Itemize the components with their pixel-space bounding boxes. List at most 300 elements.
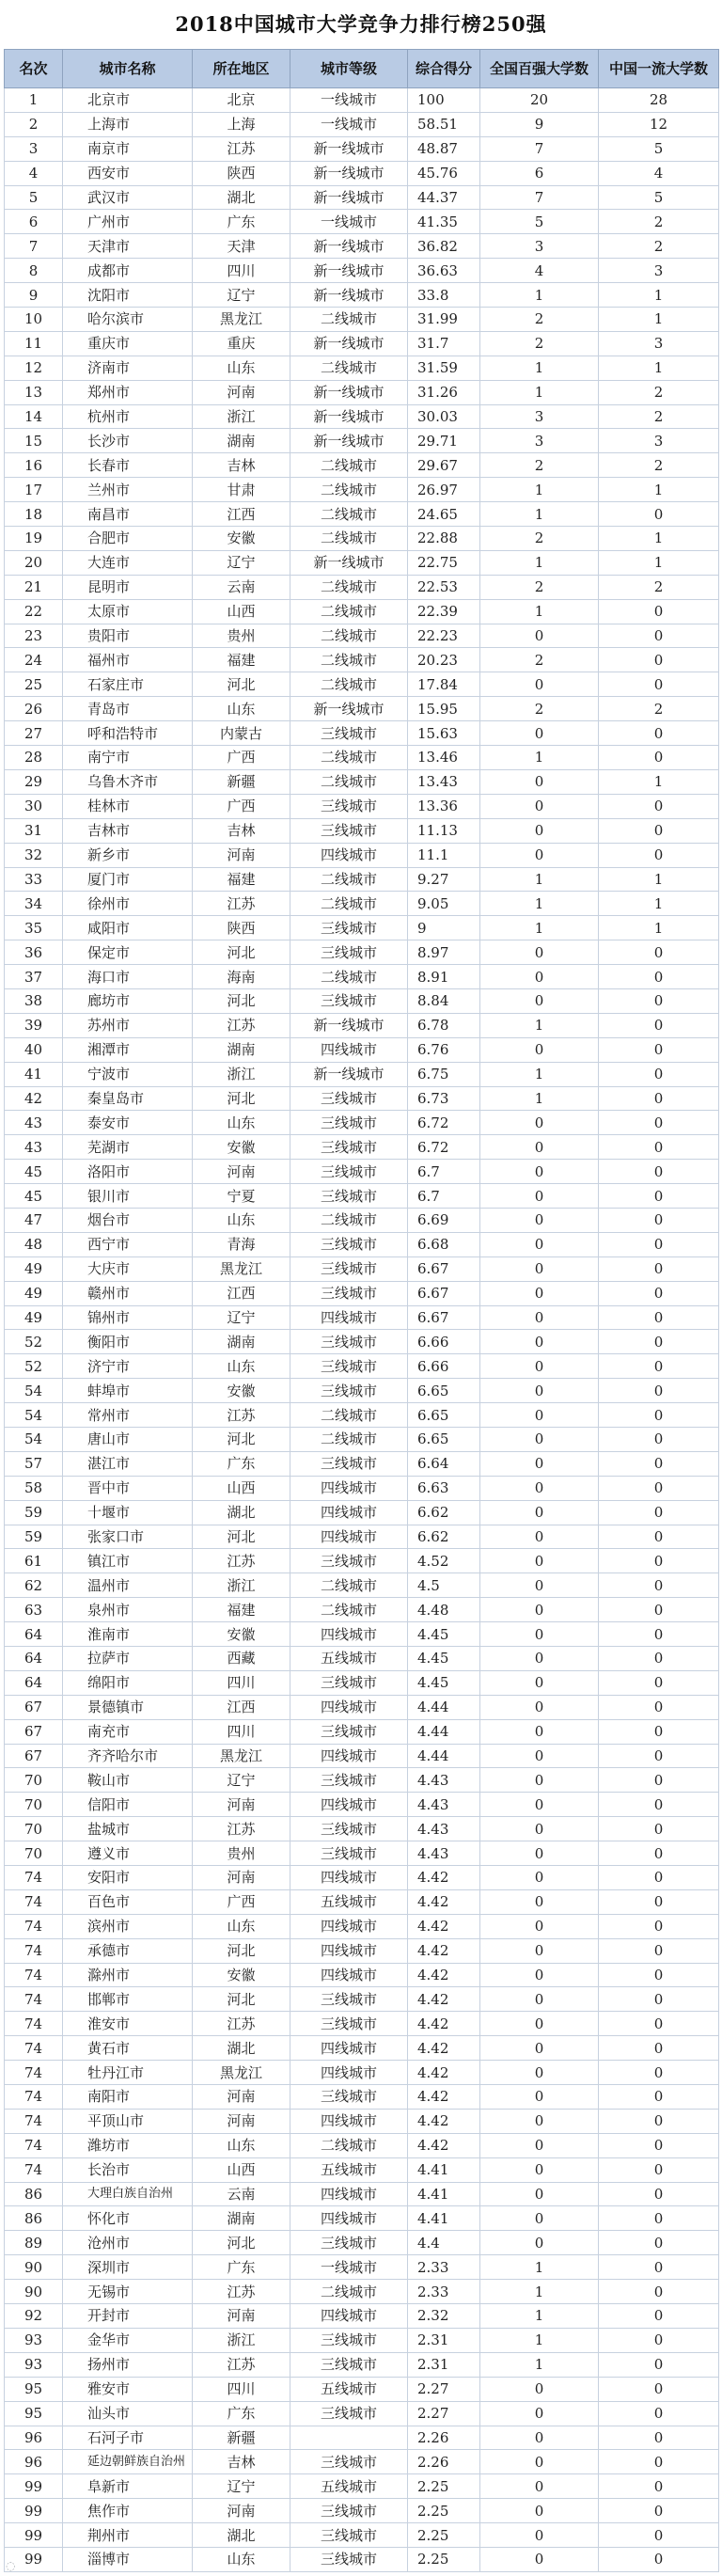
- score-cell: 4.41: [408, 2206, 480, 2231]
- first-class-cell: 0: [599, 2012, 719, 2036]
- top100-cell: 0: [480, 2401, 599, 2426]
- city-cell: 苏州市: [63, 1013, 193, 1037]
- tier-cell: 一线城市: [290, 2255, 408, 2280]
- city-cell: 桂林市: [63, 794, 193, 818]
- city-cell: 银川市: [63, 1184, 193, 1209]
- top100-cell: 2: [480, 331, 599, 356]
- city-cell: 延边朝鲜族自治州: [63, 2450, 193, 2474]
- first-class-cell: 2: [599, 575, 719, 599]
- rank-cell: 4: [5, 161, 63, 185]
- tier-cell: 四线城市: [290, 1963, 408, 1987]
- rank-cell: 70: [5, 1817, 63, 1841]
- region-cell: 湖南: [193, 429, 290, 453]
- first-class-cell: 0: [599, 1670, 719, 1695]
- table-row: [5, 308, 719, 332]
- top100-cell: 0: [480, 624, 599, 648]
- rank-cell: 49: [5, 1281, 63, 1305]
- score-cell: 45.76: [408, 161, 480, 185]
- tier-cell: 新一线城市: [290, 429, 408, 453]
- score-cell: 11.13: [408, 818, 480, 843]
- rank-cell: 14: [5, 404, 63, 429]
- rank-cell: 25: [5, 672, 63, 697]
- city-cell: 杭州市: [63, 404, 193, 429]
- city-cell: 秦皇岛市: [63, 1086, 193, 1111]
- table-row: [5, 1184, 719, 1209]
- rank-cell: 64: [5, 1647, 63, 1671]
- tier-cell: 新一线城市: [290, 234, 408, 259]
- top100-cell: 9: [480, 112, 599, 136]
- first-class-cell: 0: [599, 1086, 719, 1111]
- rank-cell: 20: [5, 550, 63, 575]
- region-cell: 重庆: [193, 331, 290, 356]
- top100-cell: 2: [480, 575, 599, 599]
- region-cell: 江苏: [193, 892, 290, 916]
- first-class-cell: 2: [599, 404, 719, 429]
- region-cell: 安徽: [193, 527, 290, 551]
- score-cell: 6.65: [408, 1379, 480, 1403]
- first-class-cell: 0: [599, 672, 719, 697]
- tier-cell: 三线城市: [290, 1768, 408, 1793]
- first-class-cell: 0: [599, 818, 719, 843]
- city-cell: 重庆市: [63, 331, 193, 356]
- top100-cell: 0: [480, 769, 599, 794]
- rank-cell: 2: [5, 112, 63, 136]
- table-row: [5, 1232, 719, 1256]
- rank-cell: 13: [5, 380, 63, 404]
- rank-cell: 17: [5, 478, 63, 502]
- first-class-cell: 0: [599, 1695, 719, 1719]
- first-class-cell: 4: [599, 161, 719, 185]
- region-cell: 黑龙江: [193, 1744, 290, 1768]
- tier-cell: 二线城市: [290, 892, 408, 916]
- tier-cell: 二线城市: [290, 1208, 408, 1232]
- top100-cell: 1: [480, 2352, 599, 2377]
- first-class-cell: 0: [599, 1013, 719, 1037]
- tier-cell: 三线城市: [290, 2523, 408, 2548]
- city-cell: 焦作市: [63, 2499, 193, 2523]
- city-cell: 金华市: [63, 2328, 193, 2352]
- city-cell: 兰州市: [63, 478, 193, 502]
- score-cell: 9.05: [408, 892, 480, 916]
- top100-cell: 7: [480, 185, 599, 210]
- first-class-cell: 0: [599, 1622, 719, 1647]
- region-cell: 湖北: [193, 2523, 290, 2548]
- tier-cell: 三线城市: [290, 1987, 408, 2012]
- score-cell: 22.23: [408, 624, 480, 648]
- top100-cell: 0: [480, 672, 599, 697]
- rank-cell: 41: [5, 1062, 63, 1086]
- tier-cell: 二线城市: [290, 1403, 408, 1428]
- city-cell: 蚌埠市: [63, 1379, 193, 1403]
- city-cell: 雅安市: [63, 2377, 193, 2401]
- first-class-cell: 1: [599, 356, 719, 380]
- rank-cell: 52: [5, 1354, 63, 1379]
- score-cell: 6.63: [408, 1476, 480, 1500]
- first-class-cell: 0: [599, 2377, 719, 2401]
- rank-cell: 10: [5, 308, 63, 332]
- rank-cell: 92: [5, 2304, 63, 2329]
- tier-cell: 新一线城市: [290, 136, 408, 161]
- top100-cell: 0: [480, 1500, 599, 1525]
- first-class-cell: 0: [599, 1256, 719, 1281]
- region-cell: 安徽: [193, 1622, 290, 1647]
- region-cell: 吉林: [193, 818, 290, 843]
- first-class-cell: 0: [599, 2109, 719, 2133]
- region-cell: 山西: [193, 1476, 290, 1500]
- first-class-cell: 0: [599, 1354, 719, 1379]
- table-row: [5, 867, 719, 892]
- first-class-cell: 0: [599, 1573, 719, 1598]
- score-cell: 58.51: [408, 112, 480, 136]
- rank-cell: 96: [5, 2426, 63, 2450]
- tier-cell: 三线城市: [290, 1451, 408, 1476]
- city-cell: 衡阳市: [63, 1330, 193, 1354]
- tier-cell: 三线城市: [290, 1111, 408, 1135]
- header-first-class-universities: 中国一流大学数: [599, 50, 719, 88]
- tier-cell: 二线城市: [290, 502, 408, 527]
- rank-cell: 11: [5, 331, 63, 356]
- tier-cell: 三线城市: [290, 1281, 408, 1305]
- table-row: [5, 1841, 719, 1866]
- city-cell: 晋中市: [63, 1476, 193, 1500]
- rank-cell: 57: [5, 1451, 63, 1476]
- table-row: [5, 916, 719, 940]
- region-cell: 浙江: [193, 1573, 290, 1598]
- table-row: [5, 1451, 719, 1476]
- table-row: [5, 2182, 719, 2206]
- rank-cell: 64: [5, 1670, 63, 1695]
- top100-cell: 0: [480, 988, 599, 1013]
- table-row: [5, 1354, 719, 1379]
- first-class-cell: 0: [599, 1719, 719, 1744]
- top100-cell: 0: [480, 1647, 599, 1671]
- rank-cell: 64: [5, 1622, 63, 1647]
- top100-cell: 0: [480, 2474, 599, 2499]
- city-cell: 洛阳市: [63, 1160, 193, 1184]
- score-cell: 4.4: [408, 2231, 480, 2255]
- first-class-cell: 0: [599, 1549, 719, 1573]
- rank-cell: 74: [5, 2061, 63, 2085]
- score-cell: 4.42: [408, 2012, 480, 2036]
- tier-cell: 三线城市: [290, 1232, 408, 1256]
- top100-cell: 0: [480, 2182, 599, 2206]
- top100-cell: 2: [480, 308, 599, 332]
- city-cell: 安阳市: [63, 1866, 193, 1890]
- table-row: [5, 210, 719, 234]
- score-cell: 2.25: [408, 2523, 480, 2548]
- top100-cell: 0: [480, 1841, 599, 1866]
- table-row: [5, 794, 719, 818]
- city-cell: 济宁市: [63, 1354, 193, 1379]
- rank-cell: 7: [5, 234, 63, 259]
- city-cell: 齐齐哈尔市: [63, 1744, 193, 1768]
- city-cell: 淮南市: [63, 1622, 193, 1647]
- city-cell: 承德市: [63, 1938, 193, 1963]
- score-cell: 4.42: [408, 2061, 480, 2085]
- first-class-cell: 0: [599, 1525, 719, 1549]
- score-cell: 4.42: [408, 1938, 480, 1963]
- top100-cell: 1: [480, 599, 599, 624]
- top100-cell: 1: [480, 2280, 599, 2304]
- top100-cell: 0: [480, 2085, 599, 2110]
- score-cell: 4.45: [408, 1622, 480, 1647]
- rank-cell: 39: [5, 1013, 63, 1037]
- top100-cell: 0: [480, 1232, 599, 1256]
- first-class-cell: 1: [599, 892, 719, 916]
- table-row: [5, 2133, 719, 2157]
- first-class-cell: 0: [599, 2450, 719, 2474]
- top100-cell: 0: [480, 1598, 599, 1622]
- table-row: [5, 2255, 719, 2280]
- tier-cell: 四线城市: [290, 1695, 408, 1719]
- header-rank: 名次: [5, 50, 63, 88]
- top100-cell: 0: [480, 2012, 599, 2036]
- header-city: 城市名称: [63, 50, 193, 88]
- rank-cell: 99: [5, 2474, 63, 2499]
- table-row: [5, 648, 719, 672]
- first-class-cell: 0: [599, 1817, 719, 1841]
- table-row: [5, 1793, 719, 1817]
- tier-cell: 二线城市: [290, 1573, 408, 1598]
- first-class-cell: 0: [599, 1598, 719, 1622]
- table-row: [5, 1914, 719, 1938]
- first-class-cell: 2: [599, 234, 719, 259]
- region-cell: 山东: [193, 1208, 290, 1232]
- table-row: [5, 1476, 719, 1500]
- table-row: [5, 2450, 719, 2474]
- tier-cell: 三线城市: [290, 2012, 408, 2036]
- header-row: [5, 50, 719, 88]
- first-class-cell: 0: [599, 1793, 719, 1817]
- top100-cell: 0: [480, 1403, 599, 1428]
- tier-cell: 三线城市: [290, 818, 408, 843]
- region-cell: 内蒙古: [193, 721, 290, 746]
- region-cell: 辽宁: [193, 1768, 290, 1793]
- score-cell: 2.25: [408, 2474, 480, 2499]
- city-cell: 南充市: [63, 1719, 193, 1744]
- first-class-cell: 0: [599, 1451, 719, 1476]
- table-row: [5, 818, 719, 843]
- table-row: [5, 1256, 719, 1281]
- table-row: [5, 161, 719, 185]
- tier-cell: 二线城市: [290, 453, 408, 478]
- region-cell: 山东: [193, 1111, 290, 1135]
- table-row: [5, 1281, 719, 1305]
- region-cell: 浙江: [193, 1062, 290, 1086]
- tier-cell: 二线城市: [290, 624, 408, 648]
- top100-cell: 2: [480, 453, 599, 478]
- tier-cell: 四线城市: [290, 1866, 408, 1890]
- top100-cell: 0: [480, 1476, 599, 1500]
- first-class-cell: 0: [599, 721, 719, 746]
- city-cell: 厦门市: [63, 867, 193, 892]
- score-cell: 41.35: [408, 210, 480, 234]
- table-row: [5, 1135, 719, 1160]
- score-cell: 4.42: [408, 1889, 480, 1914]
- table-row: [5, 429, 719, 453]
- city-cell: 滁州市: [63, 1963, 193, 1987]
- score-cell: 8.84: [408, 988, 480, 1013]
- tier-cell: 新一线城市: [290, 331, 408, 356]
- rank-cell: 48: [5, 1232, 63, 1256]
- tier-cell: 四线城市: [290, 843, 408, 867]
- tier-cell: 二线城市: [290, 769, 408, 794]
- rank-cell: 58: [5, 1476, 63, 1500]
- tier-cell: 三线城市: [290, 1160, 408, 1184]
- region-cell: 河南: [193, 380, 290, 404]
- tier-cell: 二线城市: [290, 1427, 408, 1451]
- table-row: [5, 843, 719, 867]
- score-cell: 2.33: [408, 2280, 480, 2304]
- rank-cell: 34: [5, 892, 63, 916]
- tier-cell: 四线城市: [290, 2036, 408, 2061]
- rank-cell: 90: [5, 2255, 63, 2280]
- first-class-cell: 2: [599, 453, 719, 478]
- first-class-cell: 0: [599, 2133, 719, 2157]
- score-cell: 4.44: [408, 1744, 480, 1768]
- region-cell: 河南: [193, 843, 290, 867]
- score-cell: 4.52: [408, 1549, 480, 1573]
- region-cell: 广东: [193, 1451, 290, 1476]
- first-class-cell: 0: [599, 2182, 719, 2206]
- rank-cell: 40: [5, 1037, 63, 1062]
- first-class-cell: 0: [599, 1330, 719, 1354]
- table-row: [5, 2328, 719, 2352]
- tier-cell: 三线城市: [290, 2085, 408, 2110]
- tier-cell: 四线城市: [290, 1622, 408, 1647]
- rank-cell: 99: [5, 2499, 63, 2523]
- table-row: [5, 283, 719, 308]
- table-row: [5, 1403, 719, 1428]
- top100-cell: 1: [480, 2255, 599, 2280]
- first-class-cell: 0: [599, 2231, 719, 2255]
- score-cell: 4.42: [408, 1963, 480, 1987]
- table-row: [5, 2061, 719, 2085]
- first-class-cell: 0: [599, 2499, 719, 2523]
- top100-cell: 1: [480, 2304, 599, 2329]
- top100-cell: 0: [480, 1135, 599, 1160]
- top100-cell: 0: [480, 2547, 599, 2571]
- region-cell: 安徽: [193, 1135, 290, 1160]
- top100-cell: 1: [480, 283, 599, 308]
- top100-cell: 0: [480, 2061, 599, 2085]
- ranking-sheet: [4, 0, 718, 2572]
- score-cell: 6.62: [408, 1500, 480, 1525]
- rank-cell: 8: [5, 259, 63, 283]
- city-cell: 泉州市: [63, 1598, 193, 1622]
- first-class-cell: 0: [599, 2352, 719, 2377]
- city-cell: 湛江市: [63, 1451, 193, 1476]
- table-row: [5, 1817, 719, 1841]
- first-class-cell: 0: [599, 2157, 719, 2182]
- table-row: [5, 112, 719, 136]
- city-cell: 景德镇市: [63, 1695, 193, 1719]
- score-cell: 22.75: [408, 550, 480, 575]
- rank-cell: 21: [5, 575, 63, 599]
- city-cell: 开封市: [63, 2304, 193, 2329]
- score-cell: 15.63: [408, 721, 480, 746]
- tier-cell: 一线城市: [290, 88, 408, 113]
- table-row: [5, 1037, 719, 1062]
- region-cell: 山东: [193, 697, 290, 721]
- tier-cell: 三线城市: [290, 1670, 408, 1695]
- top100-cell: 0: [480, 1987, 599, 2012]
- first-class-cell: 1: [599, 308, 719, 332]
- tier-cell: 新一线城市: [290, 185, 408, 210]
- region-cell: 河北: [193, 1987, 290, 2012]
- region-cell: 江苏: [193, 1403, 290, 1428]
- tier-cell: 四线城市: [290, 2206, 408, 2231]
- score-cell: 4.42: [408, 1914, 480, 1938]
- score-cell: 4.43: [408, 1768, 480, 1793]
- region-cell: 西藏: [193, 1647, 290, 1671]
- rank-cell: 49: [5, 1256, 63, 1281]
- city-cell: 成都市: [63, 259, 193, 283]
- rank-cell: 70: [5, 1793, 63, 1817]
- rank-cell: 95: [5, 2377, 63, 2401]
- top100-cell: 0: [480, 1305, 599, 1330]
- region-cell: 四川: [193, 1719, 290, 1744]
- score-cell: 4.44: [408, 1719, 480, 1744]
- table-row: [5, 1013, 719, 1037]
- table-row: [5, 1987, 719, 2012]
- rank-cell: 63: [5, 1598, 63, 1622]
- rank-cell: 42: [5, 1086, 63, 1111]
- score-cell: 31.7: [408, 331, 480, 356]
- score-cell: 13.36: [408, 794, 480, 818]
- region-cell: 天津: [193, 234, 290, 259]
- top100-cell: 0: [480, 2036, 599, 2061]
- score-cell: 31.59: [408, 356, 480, 380]
- first-class-cell: 0: [599, 794, 719, 818]
- score-cell: 29.71: [408, 429, 480, 453]
- city-cell: 大理白族自治州: [63, 2182, 193, 2206]
- region-cell: 广东: [193, 2255, 290, 2280]
- city-cell: 太原市: [63, 599, 193, 624]
- region-cell: 黑龙江: [193, 308, 290, 332]
- city-cell: 新乡市: [63, 843, 193, 867]
- rank-cell: 9: [5, 283, 63, 308]
- tier-cell: 新一线城市: [290, 404, 408, 429]
- rank-cell: 33: [5, 867, 63, 892]
- rank-cell: 74: [5, 1987, 63, 2012]
- score-cell: 44.37: [408, 185, 480, 210]
- top100-cell: 0: [480, 1208, 599, 1232]
- city-cell: 唐山市: [63, 1427, 193, 1451]
- first-class-cell: 0: [599, 2061, 719, 2085]
- first-class-cell: 0: [599, 1938, 719, 1963]
- table-row: [5, 234, 719, 259]
- first-class-cell: 0: [599, 1403, 719, 1428]
- rank-cell: 38: [5, 988, 63, 1013]
- table-row: [5, 2547, 719, 2571]
- top100-cell: 1: [480, 550, 599, 575]
- region-cell: 辽宁: [193, 283, 290, 308]
- table-row: [5, 1111, 719, 1135]
- rank-cell: 19: [5, 527, 63, 551]
- first-class-cell: 0: [599, 2085, 719, 2110]
- score-cell: 6.66: [408, 1330, 480, 1354]
- table-row: [5, 1719, 719, 1744]
- top100-cell: 3: [480, 234, 599, 259]
- region-cell: 吉林: [193, 2450, 290, 2474]
- score-cell: 2.26: [408, 2426, 480, 2450]
- top100-cell: 0: [480, 843, 599, 867]
- region-cell: 辽宁: [193, 1305, 290, 1330]
- score-cell: 4.42: [408, 2036, 480, 2061]
- city-cell: 天津市: [63, 234, 193, 259]
- score-cell: 6.66: [408, 1354, 480, 1379]
